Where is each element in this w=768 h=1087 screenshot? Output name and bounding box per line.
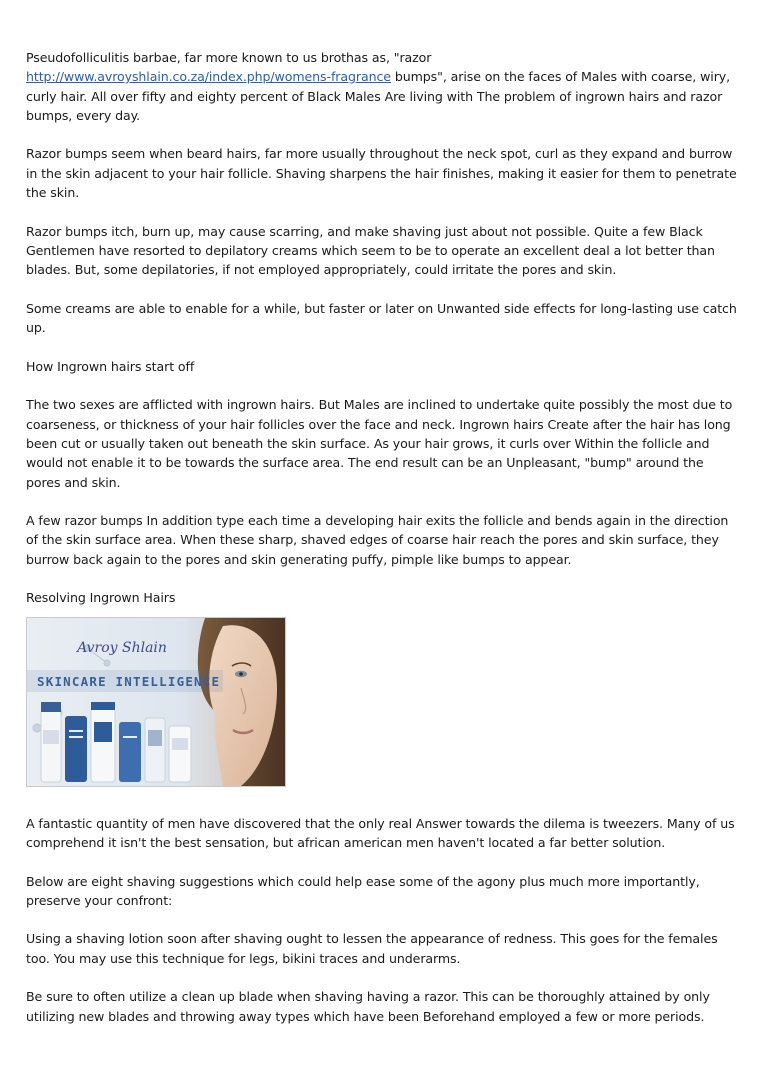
intro-text-end: bumps", arise on the faces of Males with coarse, wiry, curly hair. All over fifty and eighty percent of Black Males Are living with The problem of ingrown hairs and razor bumps, every day. xyxy=(26,69,731,123)
intro-text-start: Pseudofolliculitis barbae, far more known to us brothas as, "razor xyxy=(26,50,432,65)
paragraph-razor-bumps-cause: Razor bumps seem when beard hairs, far more usually throughout the neck spot, curl as they expand and burrow in the skin adjacent to your hair follicle. Shaving sharpens the hair finishes, making it easier for them to penetrate the skin. xyxy=(26,146,737,201)
banner-text: SKINCARE INTELLIGENCE xyxy=(37,673,221,689)
paragraph-shaving-lotion: Using a shaving lotion soon after shaving ought to lessen the appearance of redness. This goes for the females too. You may use this technique for legs, bikini traces and underarms. xyxy=(26,931,718,966)
paragraph-intro xyxy=(26,48,738,125)
paragraph-tweezers: A fantastic quantity of men have discovered that the only real Answer towards the dilema is tweezers. Many of us comprehend it isn't the best sensation, but african american men haven't located a far better solution. xyxy=(26,815,735,850)
paragraph-sexes-afflicted: The two sexes are afflicted with ingrown hairs. But Males are inclined to undertake quite possibly the most due to coarseness, or thickness of your hair follicles over the face and neck. Ingrown hairs Create after the hair has long been cut or usually taken out beneath the skin surface. As your hair grows, it curls over Within the follicle and would not enable it to be towards the surface area. The end result can be an Unpleasant, "bump" around the pores and skin. xyxy=(26,397,733,490)
fragrance-link[interactable]: http://www.avroyshlain.co.za/index.php/womens-fragrance xyxy=(26,69,391,85)
skincare-banner-graphic xyxy=(27,618,285,786)
paragraph-clean-blade: Be sure to often utilize a clean up blade when shaving having a razor. This can be thoroughly attained by only utilizing new blades and throwing away types which have been Beforehand employed a few or more periods. xyxy=(26,989,710,1024)
paragraph-razor-bumps-effects: Razor bumps itch, burn up, may cause scarring, and make shaving just about not possible. Quite a few Black Gentlemen have resorted to depilatory creams which seem to be to operate an excellent deal a lot better than blades. But, some depilatories, if not employed appropriately, could irritate the pores and skin. xyxy=(26,223,715,278)
paragraph-few-razor-bumps: A few razor bumps In addition type each time a developing hair exits the follicle and bends again in the direction of the skin surface area. When these sharp, shaved edges of coarse hair reach the pores and skin surface, they burrow back again to the pores and skin generating puffy, pimple like bumps to appear. xyxy=(26,513,729,567)
paragraph-shaving-suggestions: Below are eight shaving suggestions which could help ease some of the agony plus much more importantly, preserve your confront: xyxy=(26,873,700,908)
brand-logo: Avroy Shlain xyxy=(77,639,167,656)
heading-resolving-ingrown-hairs: Resolving Ingrown Hairs xyxy=(26,590,176,606)
skincare-product-image xyxy=(26,617,286,787)
heading-how-ingrown-hairs-start: How Ingrown hairs start off xyxy=(26,358,195,374)
paragraph-creams: Some creams are able to enable for a while, but faster or later on Unwanted side effects for long-lasting use catch up. xyxy=(26,300,737,336)
